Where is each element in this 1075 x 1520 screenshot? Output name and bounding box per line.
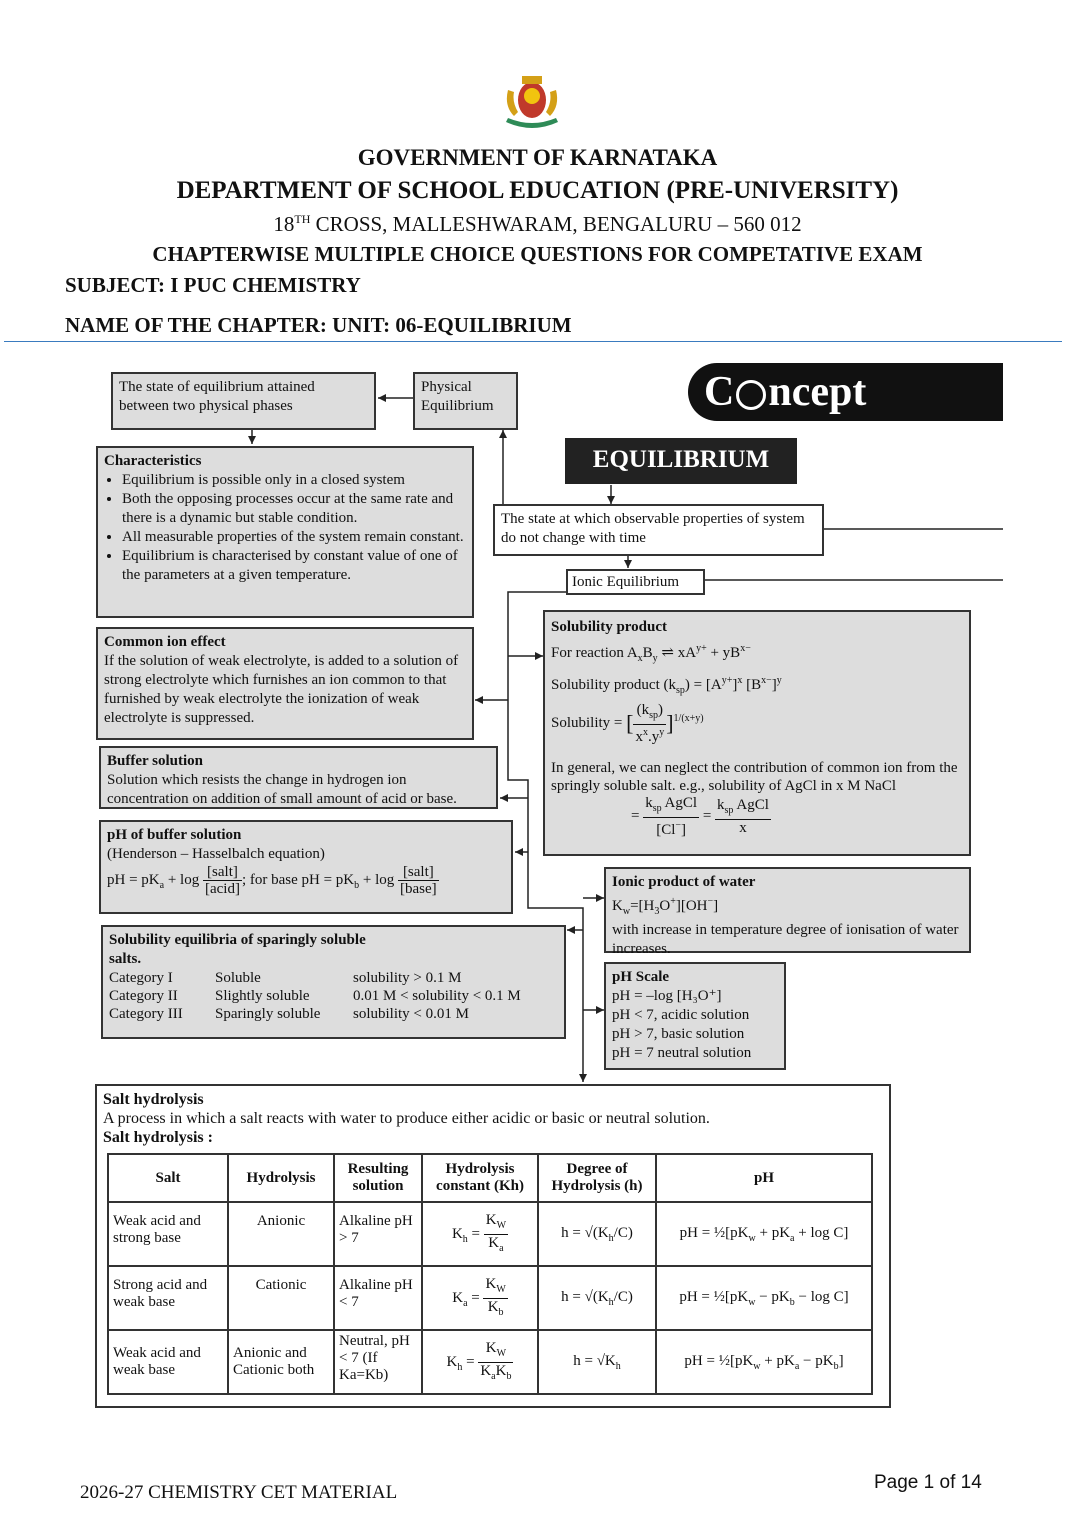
salt-hydrolysis-box: Salt hydrolysis A process in which a salt reacts with water to produce either acidic or basic or neutral solution. Salt hydrolysis :	[95, 1084, 891, 1408]
address: 18TH CROSS, MALLESHWARAM, BENGALURU – 560 012	[273, 212, 802, 236]
characteristics-list	[104, 471, 466, 585]
column-header: Salt	[108, 1154, 228, 1202]
list-item: • Equilibrium is possible only in a closed system	[122, 471, 466, 490]
column-header: Hydrolysis	[228, 1154, 334, 1202]
table-row: Weak acid and weak base Anionic and Cationic both Neutral, pH < 7 (If Ka=Kb) $K_h$ = $\frac{K_W}{K_aK_b}$ $h = √K_h$ pH = $\frac{1}{2}[pK_w + pK_a - pK_b]$	[108, 1330, 872, 1394]
page-number: Page 1 of 14	[874, 1472, 982, 1493]
footer-left: 2026-27 CHEMISTRY CET MATERIAL	[80, 1482, 398, 1503]
ionic-equilibrium-box: Ionic Equilibrium	[566, 569, 705, 595]
list-item: • Both the opposing processes occur at the same rate and there is a dynamic but stable condition.	[122, 490, 466, 528]
list-item: • Equilibrium is characterised by constant value of one of the parameters at a given temperature.	[122, 547, 466, 585]
buffer-solution-box: Buffer solution Solution which resists the change in hydrogen ion concentration on addition of small amount of acid or base.	[99, 746, 498, 809]
list-item: • All measurable properties of the system remain constant.	[122, 528, 466, 547]
characteristics-box: Characteristics • Equilibrium is possible only in a closed system • Both the opposing processes occur at the same rate and there is a dynamic but stable condition. • All measurable properties of the system remain constant. • Equilibrium is characterised by constant value of one of the parameters at a given temperature.	[96, 446, 474, 618]
column-header: Hydrolysis constant (Kh)	[422, 1154, 538, 1202]
state-def-box: The state at which observable properties of system do not change with time	[493, 504, 824, 556]
table-row: Strong acid and weak base Cationic Alkaline pH < 7 $K_a$ = $\frac{K_W}{K_b}$ $h = √(K_h/C)$ pH = $\frac{1}{2}[pK_w - pK_b - \log C]$	[108, 1266, 872, 1330]
solubility-product-box: Solubility product For reaction $A_xB_y$ ⇌ $xA^{y+} + yB^{x-}$ Solubility product $(k_{sp}) = [A^{y+}]^x$ $[B^{x-}]^y$ Solubility = [ $\frac{(k_{sp})}{x^x.y^y}$ ]$^{1/(x+y)}$ In general, we can neglect the contribution of common ion from the springly soluble salt. e.g., solubility of AgCl in x M NaCl = $\frac{k_{sp} AgCl}{[Cl^-]}$ = $\frac{k_{sp} AgCl}{x}$	[543, 610, 971, 856]
concept-banner: C ncept	[688, 363, 1003, 421]
solubility-equilibria-box: Solubility equilibria of sparingly soluble salts. Category I Soluble solubility > 0.1 M Category II Slightly soluble 0.01 M < solubility < 0.1 M Category III Sparingly soluble solubility < 0.01 M	[101, 925, 566, 1039]
ph-buffer-box: pH of buffer solution (Henderson – Hasselbalch equation) pH = $pK_a + \log$ $\frac{\text{[salt]}}{\text{[acid]}}$ ; for base pH = $pK_b + \log$ $\frac{\text{[salt]}}{\text{[base]}}$	[99, 820, 513, 914]
ph-scale-box: pH Scale pH = –log [H₃O⁺] pH < 7, acidic solution pH > 7, basic solution pH = 7 neutral solution	[604, 962, 786, 1070]
table-row: Weak acid and strong base Anionic Alkaline pH > 7 $K_h$ = $\frac{K_W}{K_a}$ $h = √(K_h/C)$ pH = $\frac{1}{2}[pK_w + pK_a + \log C]$	[108, 1202, 872, 1266]
salt-hydrolysis-table	[107, 1153, 873, 1395]
column-header: Degree of Hydrolysis (h)	[538, 1154, 656, 1202]
chapter-line: NAME OF THE CHAPTER: UNIT: 06-EQUILIBRIUM	[65, 313, 572, 337]
physical-equilibrium-box: Physical Equilibrium	[413, 372, 518, 430]
exam-title: CHAPTERWISE MULTIPLE CHOICE QUESTIONS FOR COMPETATIVE EXAM	[152, 242, 923, 266]
subject-line: SUBJECT: I PUC CHEMISTRY	[65, 273, 361, 297]
common-ion-box: Common ion effect If the solution of weak electrolyte, is added to a solution of strong electrolyte which furnishes an ion common to that furnished by weak electrolyte the ionization of weak electrolyte is suppressed.	[96, 627, 474, 740]
physical-def-box: The state of equilibrium attained between two physical phases	[111, 372, 376, 430]
column-header: Resulting solution	[334, 1154, 422, 1202]
dept-title: DEPARTMENT OF SCHOOL EDUCATION (PRE-UNIVERSITY)	[176, 177, 899, 204]
gov-title: GOVERNMENT OF KARNATAKA	[357, 145, 718, 170]
column-header: pH	[656, 1154, 872, 1202]
solubility-categories: Category I Soluble solubility > 0.1 M Category II Slightly soluble 0.01 M < solubility < 0.1 M Category III Sparingly soluble solubility < 0.01 M	[109, 970, 521, 1022]
equilibrium-title: EQUILIBRIUM	[565, 438, 797, 484]
ionic-product-water-box: Ionic product of water $K_w=[H_3O^+][OH^-]$ with increase in temperature degree of ionisation of water increases.	[604, 867, 971, 953]
